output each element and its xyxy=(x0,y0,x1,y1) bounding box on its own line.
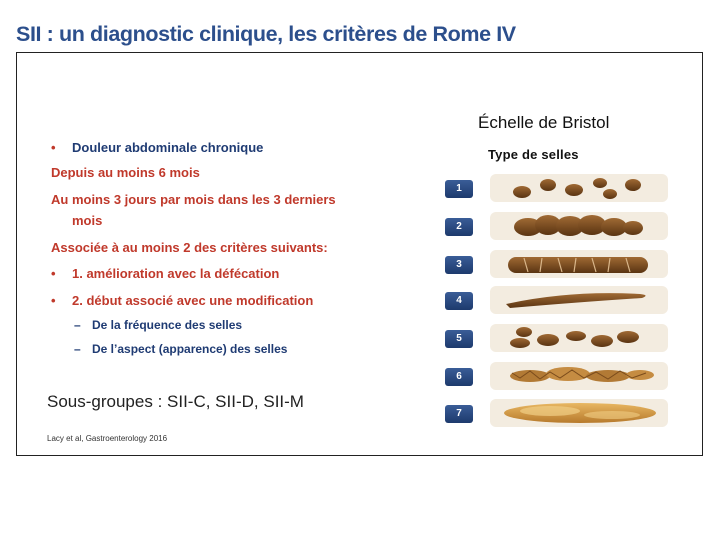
bullet-dot: • xyxy=(51,266,56,281)
type-badge-4: 4 xyxy=(445,292,473,310)
criterion-improvement: 1. amélioration avec la défécation xyxy=(72,266,280,281)
type-badge-7: 7 xyxy=(445,405,473,423)
type-badge-2: 2 xyxy=(445,218,473,236)
type-badge-5: 5 xyxy=(445,330,473,348)
sub-criterion-frequency: De la fréquence des selles xyxy=(92,318,243,332)
sub-criterion-appearance: De l’aspect (apparence) des selles xyxy=(92,342,288,356)
bristol-stool-illustrations xyxy=(490,170,670,430)
criterion-abdominal-pain: Douleur abdominale chronique xyxy=(72,140,264,155)
stool-type-title: Type de selles xyxy=(488,147,579,162)
criterion-frequency: Au moins 3 jours par mois dans les 3 derniers xyxy=(51,192,336,207)
dash-marker: – xyxy=(74,342,81,356)
criterion-duration: Depuis au moins 6 mois xyxy=(51,165,200,180)
bullet-dot: • xyxy=(51,293,56,308)
bristol-scale-title: Échelle de Bristol xyxy=(478,113,610,132)
stool-type-3-icon xyxy=(508,257,648,273)
bullet-dot: • xyxy=(51,140,56,155)
dash-marker: – xyxy=(74,318,81,332)
slide-title: SII : un diagnostic clinique, les critères de Rome IV xyxy=(16,22,516,46)
criterion-frequency-cont: mois xyxy=(72,213,103,228)
subgroups-line: Sous-groupes : SII-C, SII-D, SII-M xyxy=(47,392,304,411)
reference-citation: Lacy et al, Gastroenterology 2016 xyxy=(47,434,168,443)
type-badge-1: 1 xyxy=(445,180,473,198)
type-badge-3: 3 xyxy=(445,256,473,274)
criterion-onset-change: 2. début associé avec une modification xyxy=(72,293,314,308)
stool-type-7-icon xyxy=(504,403,656,423)
type-badge-6: 6 xyxy=(445,368,473,386)
criterion-associated: Associée à au moins 2 des critères suivants: xyxy=(51,240,328,255)
